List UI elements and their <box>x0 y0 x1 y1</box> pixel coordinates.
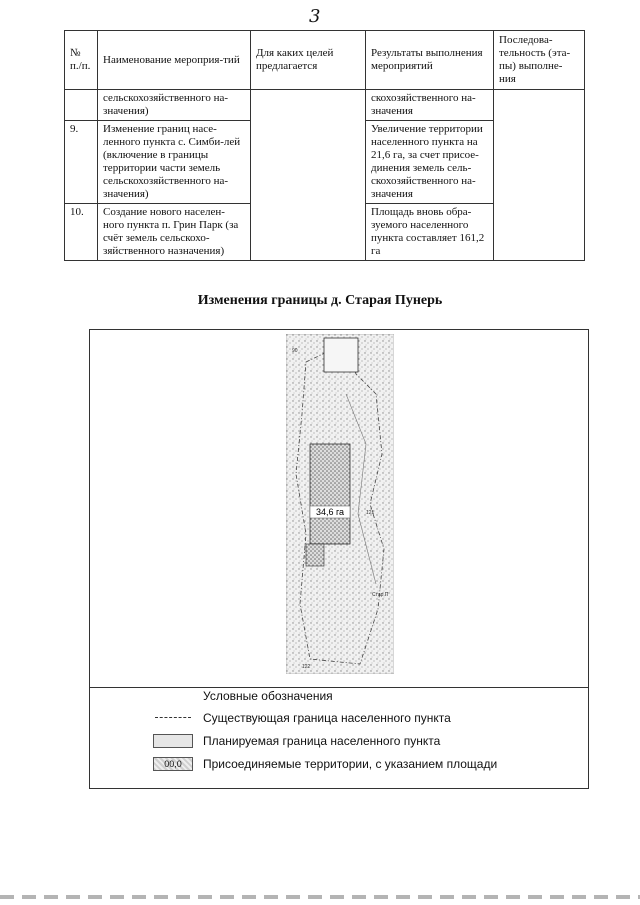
row-result: скохозяйственного на-значения <box>366 90 494 121</box>
area-label: 34,6 га <box>315 507 345 517</box>
row-number: 9. <box>65 121 98 204</box>
header-sequence: Последова-тельность (эта-пы) выполне-ния <box>494 31 585 90</box>
row-result: Площадь вновь обра-зуемого населенного пункта составляет 161,2 га <box>366 204 494 261</box>
row-name: Изменение границ насе-ленного пункта с. Симби-лей (включение в границы территории части земель сельскохозяйственного на-значения) <box>98 121 251 204</box>
row-number: 10. <box>65 204 98 261</box>
row-number <box>65 90 98 121</box>
joined-area-swatch: 00,0 <box>153 757 193 771</box>
legend-divider <box>90 687 588 688</box>
row-name: сельскохозяйственного на-значения) <box>98 90 251 121</box>
planned-area-top <box>324 338 358 372</box>
header-number: № п./п. <box>65 31 98 90</box>
plan-table <box>64 30 585 261</box>
map-label-90: 90 <box>292 348 298 354</box>
map-label-122: 122 <box>302 664 311 670</box>
map-label-121: 121 <box>366 510 375 516</box>
map-label-village: Стар.П <box>372 592 389 598</box>
legend-label: Присоединяемые территории, с указанием площади <box>203 757 498 771</box>
row-sequence <box>494 90 585 261</box>
row-result: Увеличение территории населенного пункта на 21,6 га, за счет присое-динения земель сель-скохозяйственного на-значения <box>366 121 494 204</box>
map-frame <box>89 329 589 789</box>
boundary-map <box>286 334 394 674</box>
table-row <box>65 90 585 121</box>
joined-area <box>310 444 350 544</box>
scan-edge-noise <box>0 895 640 899</box>
row-purpose <box>251 90 366 261</box>
header-result: Результаты выполнения мероприятий <box>366 31 494 90</box>
page-number: 3 <box>309 6 321 27</box>
row-name: Создание нового населен-ного пункта п. Грин Парк (за счёт земель сельскохо-зяйственного назначения) <box>98 204 251 261</box>
legend-label: Существующая граница населенного пункта <box>203 711 451 725</box>
dashed-line-swatch <box>153 711 193 725</box>
header-name: Наименование мероприя-тий <box>98 31 251 90</box>
legend-label: Планируемая граница населенного пункта <box>203 734 441 748</box>
map-title: Изменения границы д. Старая Пунерь <box>197 293 443 308</box>
table-header-row <box>65 31 585 90</box>
legend-title: Условные обозначения <box>203 689 333 703</box>
planned-area-small <box>306 544 324 566</box>
header-purpose: Для каких целей предлагается <box>251 31 366 90</box>
planned-boundary-swatch <box>153 734 193 748</box>
